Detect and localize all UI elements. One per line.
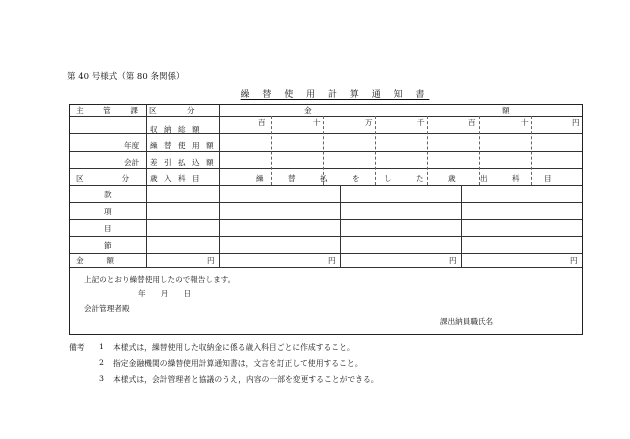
digit-label: 万 [365, 118, 373, 127]
report-date: 年 月 日 [138, 289, 192, 298]
yen-label: 円 [207, 256, 215, 265]
kubun-label: 区 分 [149, 106, 195, 115]
digit-label: 十 [521, 118, 529, 127]
note-number: 1 [99, 342, 104, 351]
yen-label: 円 [449, 256, 457, 265]
kubun2-label: 区 分 [76, 174, 130, 183]
notes-label: 備考 [69, 343, 85, 352]
notice-form-table [69, 104, 583, 335]
setsu-label: 節 [104, 241, 112, 250]
kingaku-row-label: 金 額 [76, 256, 114, 265]
yen-label: 円 [570, 256, 578, 265]
sainyu-header-char: を [352, 174, 360, 183]
row-label-shuno: 収 納 総 額 [150, 125, 202, 134]
digit-label: 円 [572, 118, 580, 127]
document-title: 繰 替 使 用 計 算 通 知 書 [240, 90, 430, 100]
moku-label: 目 [104, 224, 112, 233]
kan-label: 款 [104, 190, 112, 199]
sainyu-header-char: 科 [512, 174, 520, 183]
addressee: 会計管理者殿 [84, 304, 130, 313]
kacho-label: 主 管 課 [76, 106, 144, 115]
note-number: 2 [99, 358, 104, 367]
sainyu-header-char: た [416, 174, 424, 183]
digit-label: 十 [313, 118, 321, 127]
sainyu-header-char: 払 [320, 174, 328, 183]
kingaku-label-1: 金 [304, 106, 312, 115]
note-text: 指定金融機関の繰替使用計算通知書は，文言を訂正して使用すること。 [113, 359, 363, 368]
digit-label: 千 [417, 118, 425, 127]
row-label-sashihiki: 差 引 払 込 額 [150, 158, 216, 167]
sainyu-header-char: 繰 [256, 174, 264, 183]
sainyu-header-char: 出 [480, 174, 488, 183]
row-label-kurikae: 繰 替 使 用 額 [150, 141, 216, 150]
digit-label: 百 [468, 118, 476, 127]
sainyu-header-char: 替 [288, 174, 296, 183]
form-id: 第 40 号様式（第 80 条関係） [67, 72, 185, 82]
note-number: 3 [99, 374, 104, 383]
note-text: 本様式は，会計管理者と協議のうえ，内容の一部を変更することができる。 [113, 375, 379, 384]
sainyu-header-char: し [384, 174, 392, 183]
signature-label: 課出納員職氏名 [440, 317, 494, 326]
kou-label: 項 [104, 207, 112, 216]
kingaku-label-2: 額 [502, 106, 510, 115]
sainyu-header-char: 歳 [448, 174, 456, 183]
digit-label: 百 [258, 118, 266, 127]
yen-label: 円 [328, 256, 336, 265]
note-text: 本様式は，繰替使用した収納金に係る歳入科目ごとに作成すること。 [113, 343, 355, 352]
sainyu-header-char: 目 [544, 174, 552, 183]
kaikei-label: 会計 [124, 158, 140, 167]
report-text: 上記のとおり繰替使用したので報告します。 [84, 275, 236, 284]
nendo-label: 年度 [124, 141, 140, 150]
sainyu-kamoku-label: 歳 入 科 目 [150, 174, 202, 183]
